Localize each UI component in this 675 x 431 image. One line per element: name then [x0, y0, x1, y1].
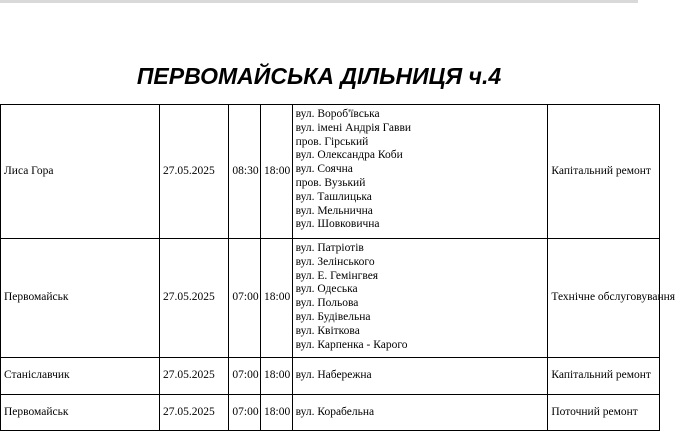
page-title: ПЕРВОМАЙСЬКА ДІЛЬНИЦЯ ч.4	[136, 63, 502, 89]
end-time-cell: 18:00	[261, 239, 293, 358]
street-item: вул. Одеська	[295, 283, 358, 296]
start-time-cell: 07:00	[229, 239, 261, 358]
locality-cell: Станіславчик	[1, 358, 160, 395]
streets-cell	[292, 239, 548, 358]
top-divider	[0, 0, 638, 3]
street-item: вул. Квіткова	[295, 324, 360, 337]
street-item: вул. Зелінського	[295, 255, 375, 268]
street-item: пров. Гірський	[295, 135, 369, 148]
table-row	[1, 395, 660, 431]
start-time-cell: 07:00	[229, 395, 261, 431]
street-item: вул. Ташлицька	[295, 190, 372, 203]
street-item: вул. Будівельна	[295, 310, 371, 323]
date-cell: 27.05.2025	[159, 358, 228, 395]
street-item: пров. Вузький	[295, 176, 366, 189]
date-cell: 27.05.2025	[159, 239, 228, 358]
locality-cell: Первомайськ	[1, 395, 160, 431]
street-item: вул. Карпенка - Карого	[295, 338, 408, 351]
street-item: вул. Олександра Коби	[295, 149, 403, 162]
date-cell: 27.05.2025	[159, 395, 228, 431]
start-time-cell: 08:30	[229, 105, 261, 239]
locality-cell: Лиса Гора	[1, 105, 160, 239]
street-item: вул. Патріотів	[295, 242, 364, 254]
streets-cell	[292, 105, 548, 239]
table-row	[1, 358, 660, 395]
street-item: вул. Польова	[295, 297, 359, 310]
end-time-cell: 18:00	[261, 358, 293, 395]
locality-cell: Первомайськ	[1, 239, 160, 358]
end-time-cell: 18:00	[261, 395, 293, 431]
outage-schedule-table	[0, 104, 675, 431]
work-type-cell: Поточний ремонт	[548, 395, 660, 431]
streets-cell	[292, 395, 548, 431]
street-item: вул. Е. Гемінгвея	[295, 269, 379, 282]
street-item: вул. Соячна	[295, 163, 353, 176]
work-type-cell: Технічне обслуговування	[548, 239, 660, 358]
work-type-cell: Капітальний ремонт	[548, 105, 660, 239]
work-type-cell: Капітальний ремонт	[548, 358, 660, 395]
date-cell: 27.05.2025	[159, 105, 228, 239]
end-time-cell: 18:00	[261, 105, 293, 239]
street-item: вул. Корабельна	[295, 405, 375, 418]
streets-cell	[292, 358, 548, 395]
table-row	[1, 239, 660, 358]
start-time-cell: 07:00	[229, 358, 261, 395]
street-item: вул. Вороб'ївська	[295, 108, 380, 120]
street-item: вул. Шовковична	[295, 218, 380, 231]
street-item: вул. Мельнична	[295, 204, 373, 217]
street-item: вул. імені Андрія Гавви	[295, 121, 412, 134]
street-item: вул. Набережна	[295, 369, 372, 382]
table-row	[1, 105, 660, 239]
